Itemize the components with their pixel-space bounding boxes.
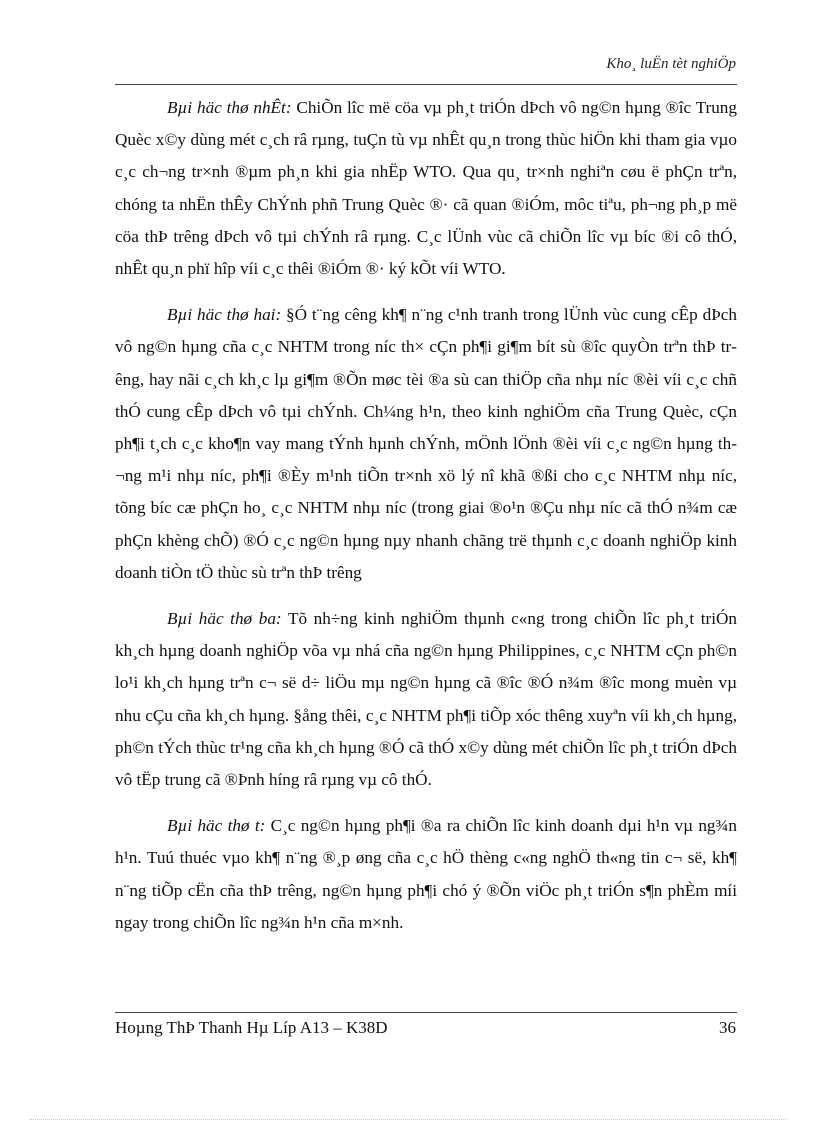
paragraph-lead: Bµi häc thø nhÊt: [167, 98, 292, 117]
paragraph-lead: Bµi häc thø hai: [167, 305, 282, 325]
page-edge [30, 1119, 786, 1120]
header-divider [115, 84, 737, 85]
paragraph [115, 299, 737, 589]
paragraph-text: §Ó t¨ng cêng kh¶ n¨ng c¹nh tranh trong lÜnh vùc cung cÊp dÞch vô ng©n hµng cña c¸c NHTM trong níc th× cÇn ph¶i gi¶m bít sù ®îc quyÒn trªn thÞ trêng, hay nãi c¸ch kh¸c lµ gi¶m ®Õn møc tèi ®a sù can thiÖp cña nhµ níc ®èi víi c¸c chñ thÓ cung cÊp dÞch vô tµi chÝnh. Ch¼ng h¹n, theo kinh nghiÖm cña Trung Quèc, cÇn ph¶i t¸ch c¸c kho¶n vay mang tÝnh hµnh chÝnh, mÖnh lÖnh ®èi víi c¸c ng©n hµng th¬ng m¹i nhµ níc, ph¶i ®Èy m¹nh tiÕn tr×nh xö lý nî khã ®ßi cho c¸c NHTM nhµ níc, tõng bíc cæ phÇn ho¸ c¸c NHTM nhµ níc (trong giai ®o¹n ®Çu nhµ níc cã thÓ n¾m cæ phÇn khèng chÕ) ®Ó c¸c ng©n hµng nµy nhanh chãng trë thµnh c¸c doanh nghiÖp kinh doanh tiÒn tÖ thùc sù trªn thÞ trêng [115, 305, 737, 582]
paragraph [115, 603, 737, 796]
footer-divider [115, 1012, 737, 1013]
paragraph-text: ChiÕn lîc më cöa vµ ph¸t triÓn dÞch vô ng©n hµng ®îc Trung Quèc x©y dùng mét c¸ch râ rµng, tuÇn tù vµ nhÊt qu¸n trong thùc hiÖn khi tham gia vµo c¸c ch¬ng tr×nh ®µm ph¸n khi gia nhËp WTO. Qua qu¸ tr×nh nghiªn cøu ë phÇn trªn, chóng ta nhËn thÊy ChÝnh phñ Trung Quèc ®· cã quan ®iÓm, môc tiªu, ph¬ng ph¸p më cöa thÞ trêng dÞch vô tµi chÝnh râ rµng. C¸c lÜnh vùc cã chiÕn lîc vµ bíc ®i cô thÓ, nhÊt qu¸n phï hîp víi c¸c thêi ®iÓm ®· ký kÕt víi WTO. [115, 98, 737, 279]
paragraph-text: C¸c ng©n hµng ph¶i ®a ra chiÕn lîc kinh doanh dµi h¹n vµ ng¾n h¹n. Tuú thuéc vµo kh¶ n¨ng ®¸p øng cña c¸c hÖ thèng c«ng nghÖ th«ng tin c¬ së, kh¶ n¨ng tiÕp cËn cña thÞ trêng, ng©n hµng ph¶i chó ý ®Õn viÖc ph¸t triÓn s¶n phÈm míi ngay trong chiÕn lîc ng¾n h¹n cña m×nh. [115, 816, 737, 932]
body-text [115, 92, 737, 953]
paragraph [115, 810, 737, 939]
paragraph-text: Tõ nh÷ng kinh nghiÖm thµnh c«ng trong chiÕn lîc ph¸t triÓn kh¸ch hµng doanh nghiÖp võa vµ nhá cña ng©n hµng Philippines, c¸c NHTM cÇn ph©n lo¹i kh¸ch hµng trªn c¬ së d÷ liÖu mµ ng©n hµng cã ®îc ®Ó n¾m ®îc mong muèn vµ nhu cÇu cña kh¸ch hµng. §ång thêi, c¸c NHTM ph¶i tiÕp xóc thêng xuyªn víi kh¸ch hµng, ph©n tÝch thùc tr¹ng cña kh¸ch hµng ®Ó cã thÓ x©y dùng mét chiÕn lîc ph¸t triÓn dÞch vô tËp trung cã ®Þnh híng râ rµng vµ cô thÓ. [115, 609, 737, 790]
paragraph [115, 92, 737, 285]
paragraph-lead: Bµi häc thø t: [167, 816, 266, 836]
page-number: 36 [719, 1018, 736, 1037]
footer-author: Hoµng ThÞ Thanh Hµ Líp A13 – K38D [115, 1018, 388, 1037]
header-title: Kho¸ luËn tèt nghiÖp [606, 56, 736, 72]
paragraph-lead: Bµi häc thø ba: [167, 609, 282, 629]
